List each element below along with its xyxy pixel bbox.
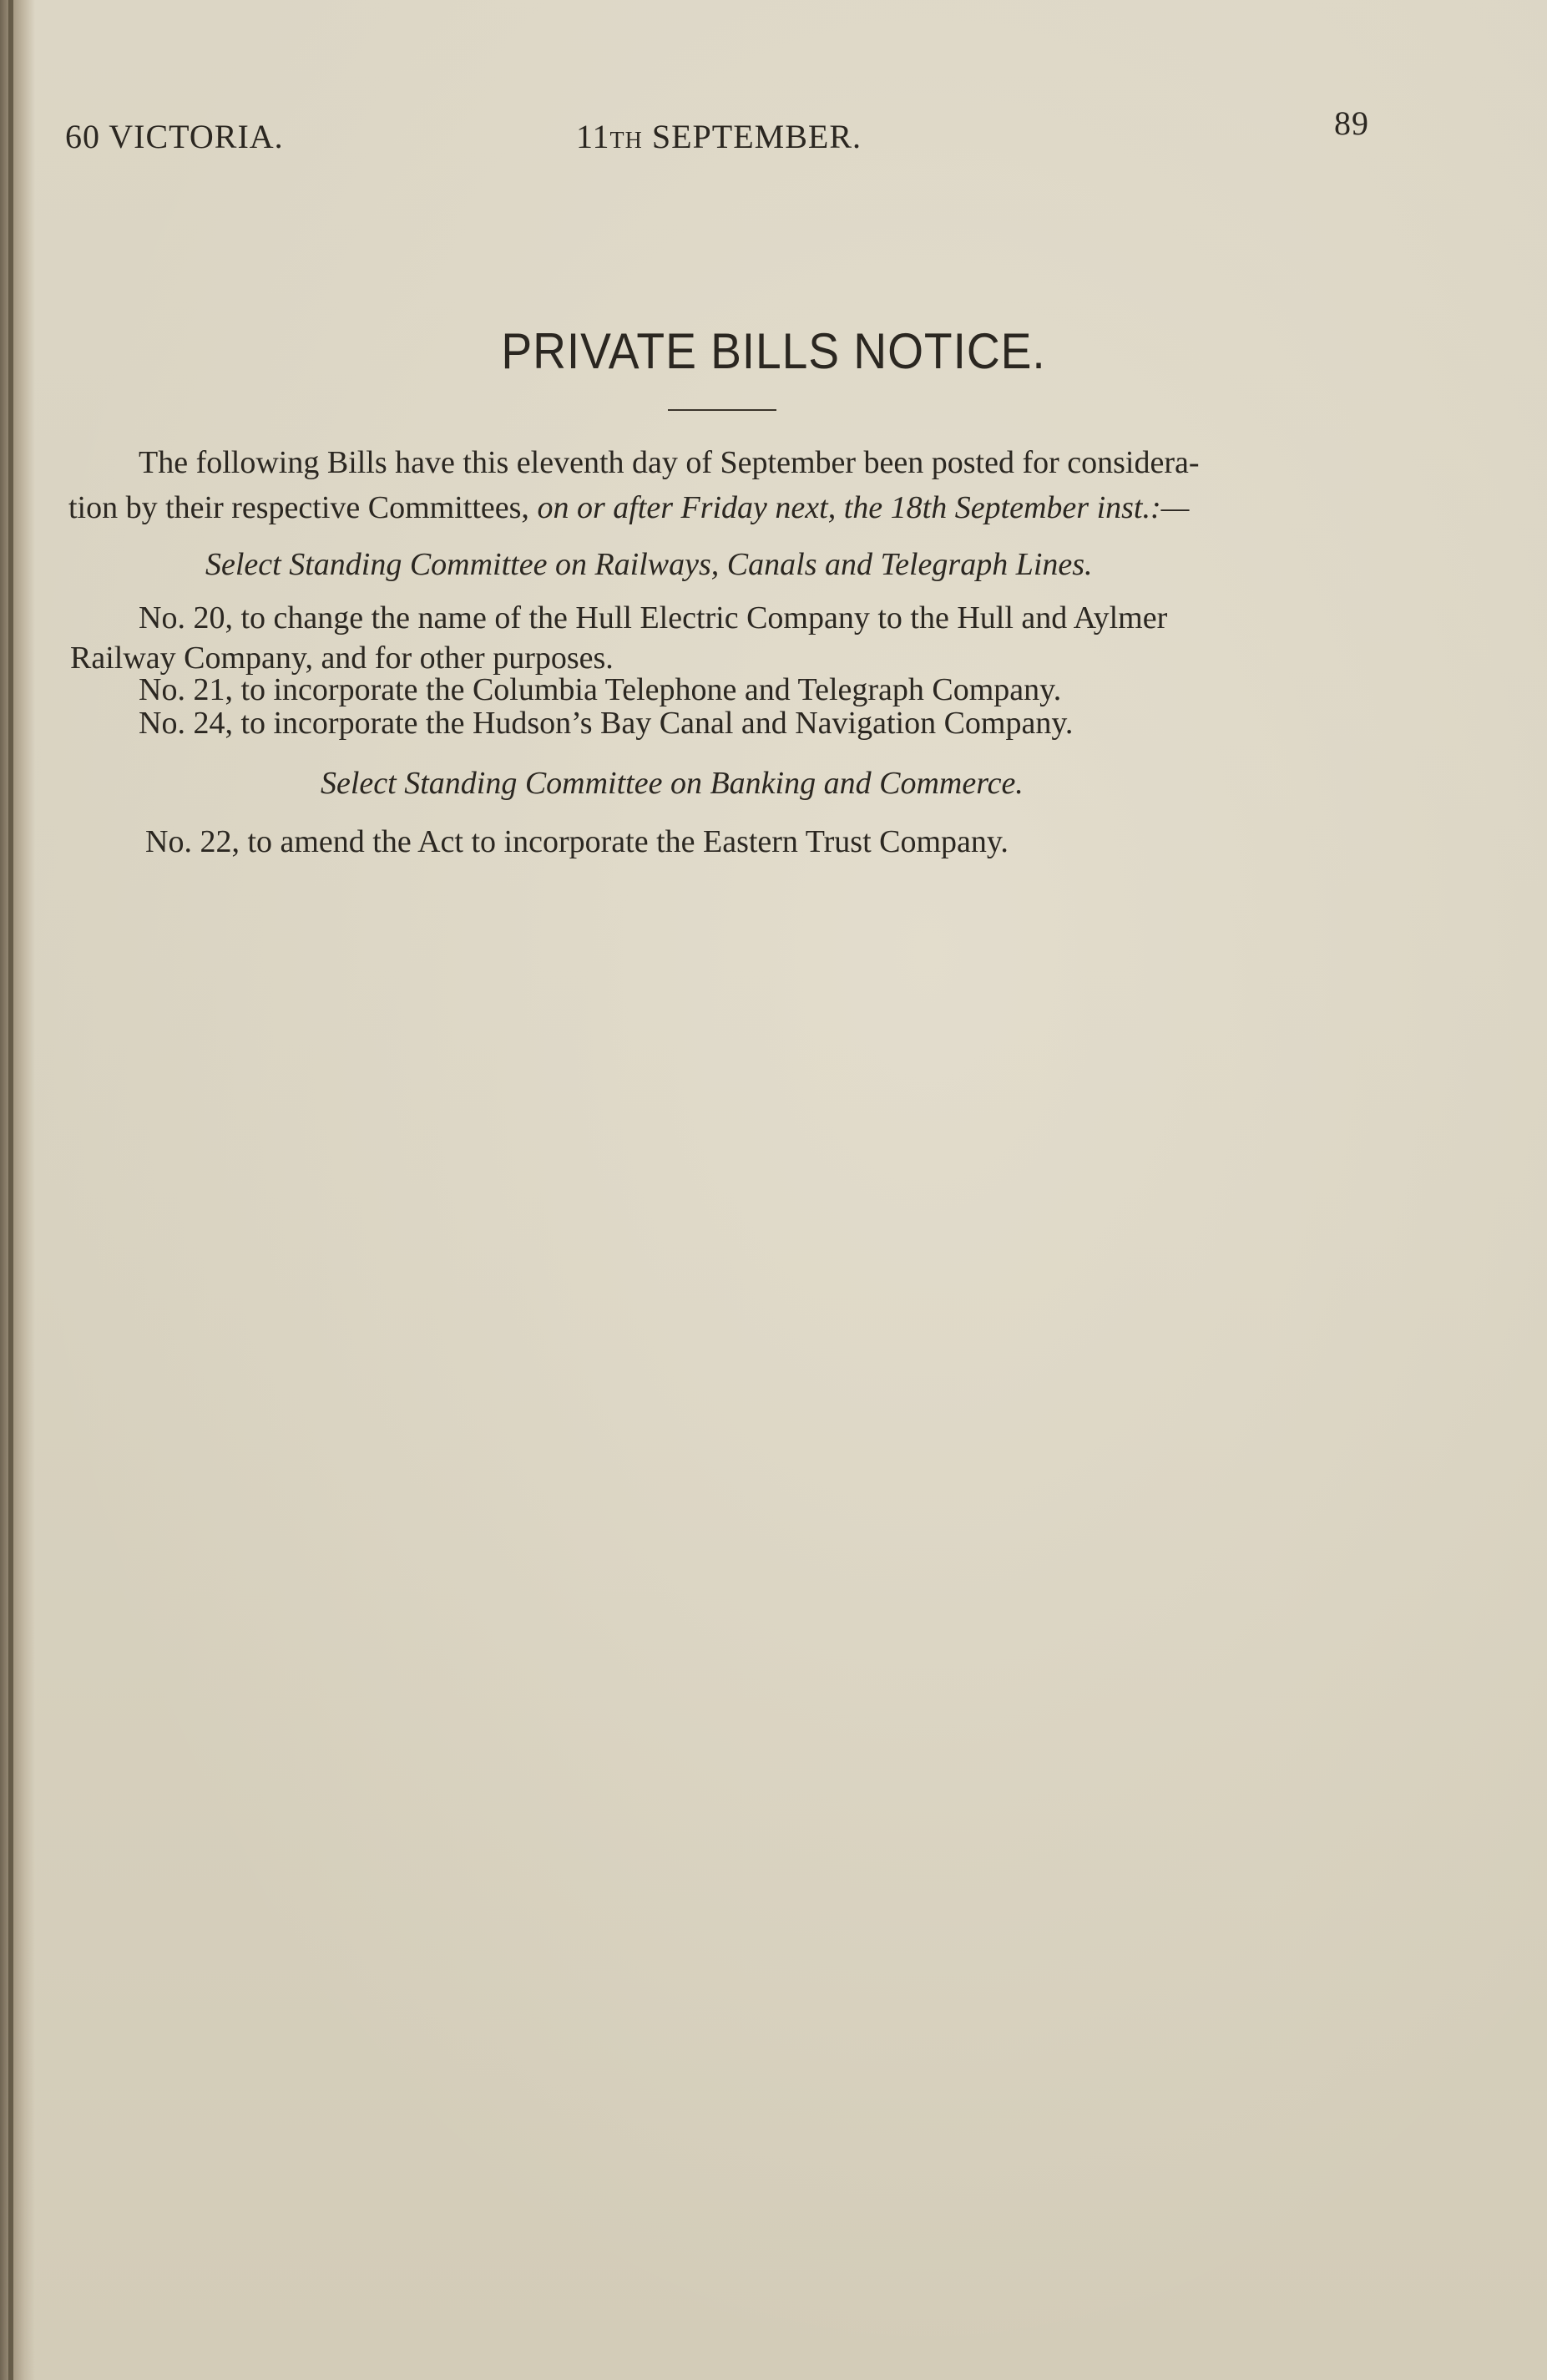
title-rule-divider bbox=[668, 409, 776, 411]
bill-item-24: No. 24, to incorporate the Hudson’s Bay Canal and Navigation Company. bbox=[139, 706, 1074, 741]
running-head-month: SEPTEMBER. bbox=[651, 118, 862, 155]
committee-heading-railways: Select Standing Committee on Railways, Canals and Telegraph Lines. bbox=[205, 547, 1093, 582]
bill-item-20-line-2: Railway Company, and for other purposes. bbox=[70, 641, 614, 676]
bill-item-20-line-1: No. 20, to change the name of the Hull Electric Company to the Hull and Aylmer bbox=[139, 600, 1168, 636]
running-head-left: 60 VICTORIA. bbox=[65, 118, 284, 155]
bill-item-21: No. 21, to incorporate the Columbia Telephone and Telegraph Company. bbox=[139, 672, 1062, 707]
bill-item-22: No. 22, to amend the Act to incorporate the Eastern Trust Company. bbox=[145, 824, 1009, 859]
committee-heading-banking: Select Standing Committee on Banking and Commerce. bbox=[321, 766, 1024, 801]
intro-line-2 bbox=[68, 491, 1189, 524]
page-binding-edge bbox=[0, 0, 35, 2380]
intro-line-2-plain: tion by their respective Committees, bbox=[68, 490, 538, 525]
intro-line-1: The following Bills have this eleventh day of September been posted for considera- bbox=[139, 445, 1200, 480]
running-head-center bbox=[576, 117, 862, 156]
binding-shadow-line bbox=[8, 0, 13, 2380]
running-head-day-suffix: TH bbox=[609, 128, 643, 154]
running-head-day: 11 bbox=[576, 118, 610, 155]
intro-line-2-italic: on or after Friday next, the 18th September inst.:— bbox=[537, 490, 1190, 525]
page-number: 89 bbox=[1334, 104, 1369, 142]
page-title: PRIVATE BILLS NOTICE. bbox=[501, 323, 1046, 379]
